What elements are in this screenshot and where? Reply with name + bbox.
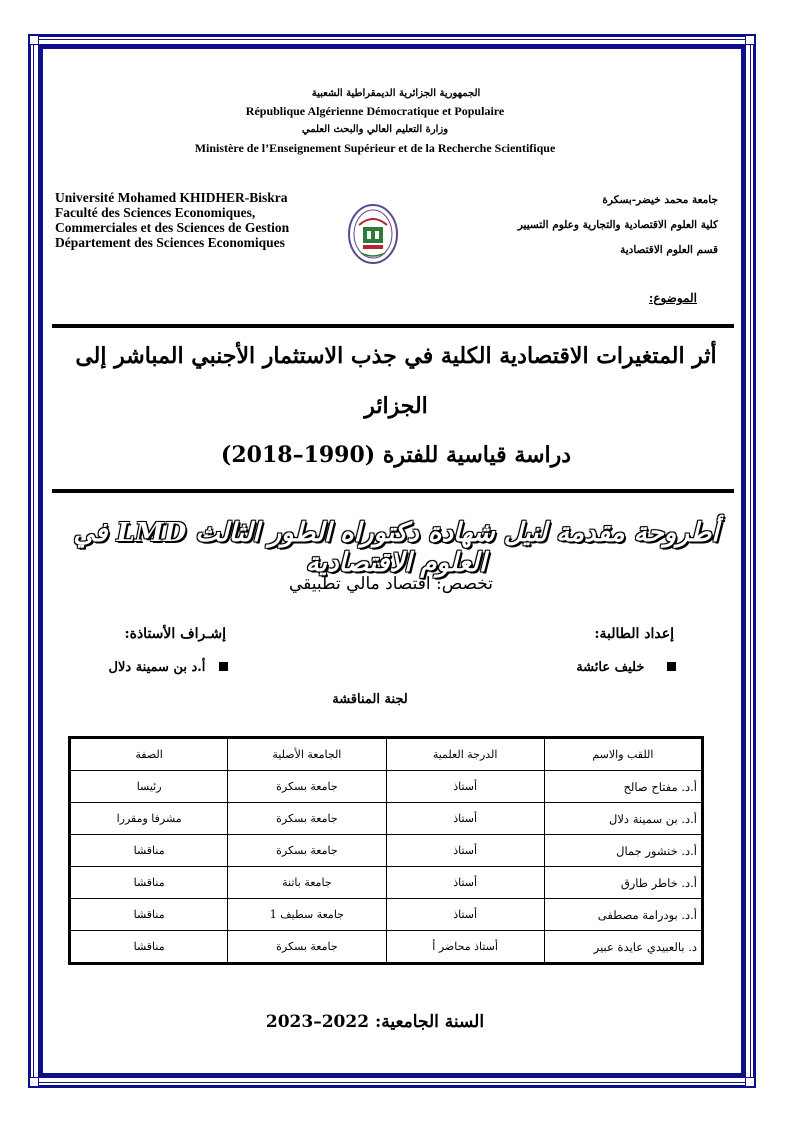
jury-cell-role: مناقشا bbox=[70, 867, 228, 899]
jury-cell-rank: أستاذ bbox=[386, 835, 544, 867]
header-ministry-ar: وزارة التعليم العالي والبحث العلمي bbox=[301, 124, 449, 135]
jury-cell-university: جامعة بسكرة bbox=[228, 771, 386, 803]
supervisor-entry bbox=[60, 660, 228, 675]
institution-fr-line: Université Mohamed KHIDHER-Biskra bbox=[55, 190, 288, 205]
jury-cell-rank: أستاذ محاضر أ bbox=[386, 931, 544, 964]
border-corner-top-left bbox=[29, 35, 39, 45]
institution-fr-line: Département des Sciences Economiques bbox=[55, 235, 285, 250]
jury-table bbox=[68, 736, 704, 965]
jury-header-university: الجامعة الأصلية bbox=[228, 738, 386, 771]
subject-label: الموضوع: bbox=[648, 291, 697, 305]
jury-cell-role: مشرفا ومقررا bbox=[70, 803, 228, 835]
jury-cell-name: د. بالعبيدي عايدة عبير bbox=[544, 931, 702, 964]
jury-cell-role: مناقشا bbox=[70, 931, 228, 964]
border-corner-top-right bbox=[745, 35, 755, 45]
jury-cell-rank: أستاذ bbox=[386, 771, 544, 803]
header-republic-ar: الجمهورية الجزائرية الديمقراطية الشعبية bbox=[311, 88, 481, 99]
university-logo-icon bbox=[347, 203, 399, 265]
jury-cell-rank: أستاذ bbox=[386, 899, 544, 931]
institution-fr-line: Faculté des Sciences Economiques, bbox=[55, 205, 256, 220]
table-row bbox=[70, 771, 703, 803]
jury-cell-name: أ.د. خنشور جمال bbox=[544, 835, 702, 867]
institution-ar-block bbox=[460, 188, 718, 263]
table-row bbox=[70, 803, 703, 835]
thesis-subtitle: دراسة قياسية للفترة (1990–2018) bbox=[220, 442, 572, 468]
border-corner-bottom-right bbox=[745, 1077, 755, 1087]
jury-title: لجنة المناقشة bbox=[332, 692, 408, 707]
jury-header-role: الصفة bbox=[70, 738, 228, 771]
thesis-degree-statement: أطروحة مقدمة لنيل شهادة دكتوراه الطور الثالث LMD في العلوم الاقتصادية bbox=[73, 518, 719, 578]
institution-ar-line: قسم العلوم الاقتصادية bbox=[620, 244, 718, 256]
jury-cell-role: مناقشا bbox=[70, 899, 228, 931]
bullet-square-icon bbox=[219, 662, 228, 671]
student-label: إعداد الطالبة: bbox=[594, 626, 674, 642]
jury-cell-name: أ.د. بن سمينة دلال bbox=[544, 803, 702, 835]
thesis-specialty: تخصص: اقتصاد مالي تطبيقي bbox=[288, 574, 494, 594]
jury-header-rank: الدرجة العلمية bbox=[386, 738, 544, 771]
thesis-title-line-1: أثر المتغيرات الاقتصادية الكلية في جذب الاستثمار الأجنبي المباشر إلى bbox=[75, 343, 717, 369]
header-ministry-fr: Ministère de l’Enseignement Supérieur et de la Recherche Scientifique bbox=[194, 141, 556, 155]
title-bottom-rule bbox=[52, 489, 734, 493]
table-row bbox=[70, 931, 703, 964]
jury-cell-university: جامعة بسكرة bbox=[228, 803, 386, 835]
table-row bbox=[70, 835, 703, 867]
border-corner-bottom-left bbox=[29, 1077, 39, 1087]
table-row bbox=[70, 867, 703, 899]
student-entry bbox=[480, 660, 676, 675]
jury-cell-role: رئيسا bbox=[70, 771, 228, 803]
institution-ar-line: كلية العلوم الاقتصادية والتجارية وعلوم التسيير bbox=[517, 219, 718, 231]
academic-year: السنة الجامعية: 2022–2023 bbox=[265, 1012, 485, 1032]
jury-cell-university: جامعة سطيف 1 bbox=[228, 899, 386, 931]
supervisor-label: إشـراف الأستاذة: bbox=[124, 626, 226, 642]
jury-header-name: اللقب والاسم bbox=[544, 738, 702, 771]
jury-cell-rank: أستاذ bbox=[386, 803, 544, 835]
jury-cell-university: جامعة بسكرة bbox=[228, 835, 386, 867]
header-republic-fr: République Algérienne Démocratique et Populaire bbox=[245, 104, 505, 118]
jury-cell-name: أ.د. بودرامة مصطفى bbox=[544, 899, 702, 931]
institution-ar-line: جامعة محمد خيضر-بسكرة bbox=[602, 194, 718, 206]
bullet-square-icon bbox=[667, 662, 676, 671]
jury-cell-rank: أستاذ bbox=[386, 867, 544, 899]
supervisor-name: أ.د بن سمينة دلال bbox=[108, 660, 206, 675]
jury-cell-name: أ.د. مفتاح صالح bbox=[544, 771, 702, 803]
jury-cell-university: جامعة باتنة bbox=[228, 867, 386, 899]
jury-cell-role: مناقشا bbox=[70, 835, 228, 867]
jury-cell-name: أ.د. خاطر طارق bbox=[544, 867, 702, 899]
institution-fr-line: Commerciales et des Sciences de Gestion bbox=[55, 220, 290, 235]
table-row bbox=[70, 899, 703, 931]
institution-fr-block bbox=[55, 190, 330, 250]
student-name: خليف عائشة bbox=[576, 660, 645, 675]
thesis-title-line-2: الجزائر bbox=[364, 393, 428, 419]
title-top-rule bbox=[52, 324, 734, 328]
jury-table-header-row bbox=[70, 738, 703, 771]
jury-cell-university: جامعة بسكرة bbox=[228, 931, 386, 964]
